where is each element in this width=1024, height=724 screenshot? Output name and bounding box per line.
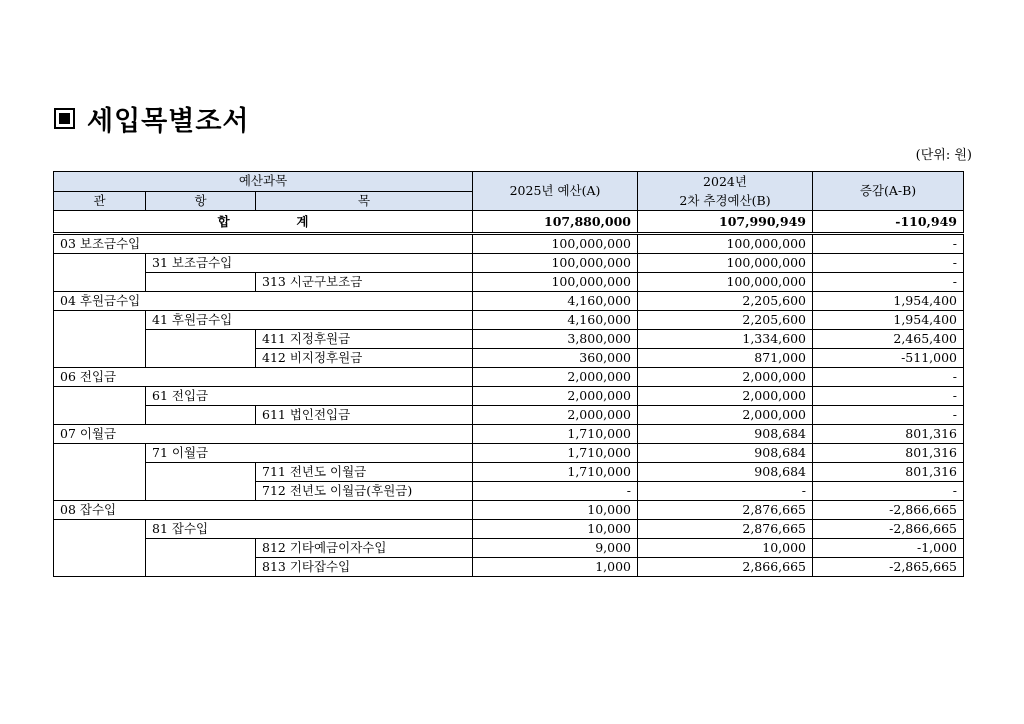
total-label xyxy=(54,211,473,234)
header-row-1 xyxy=(54,172,964,192)
value-diff: - xyxy=(813,406,964,425)
value-b: 908,684 xyxy=(638,463,813,482)
value-a: 1,000 xyxy=(473,558,638,577)
unit-label: (단위: 원) xyxy=(915,148,972,163)
table-row xyxy=(54,349,964,368)
blank-cell xyxy=(54,463,146,482)
blank-cell xyxy=(54,273,146,292)
value-b: 100,000,000 xyxy=(638,273,813,292)
table-row xyxy=(54,292,964,311)
mok-label: 411 지정후원금 xyxy=(256,330,473,349)
blank-cell xyxy=(146,539,256,558)
total-diff: -110,949 xyxy=(813,211,964,234)
value-diff: -2,866,665 xyxy=(813,520,964,539)
value-a: 1,710,000 xyxy=(473,425,638,444)
value-a: 10,000 xyxy=(473,501,638,520)
value-a: 2,000,000 xyxy=(473,406,638,425)
value-b: 2,866,665 xyxy=(638,558,813,577)
value-b: 10,000 xyxy=(638,539,813,558)
value-a: 360,000 xyxy=(473,349,638,368)
value-a: 100,000,000 xyxy=(473,273,638,292)
blank-cell xyxy=(54,406,146,425)
value-a: 4,160,000 xyxy=(473,311,638,330)
value-a: 9,000 xyxy=(473,539,638,558)
blank-cell xyxy=(54,311,146,330)
table-row xyxy=(54,234,964,254)
value-b: 100,000,000 xyxy=(638,234,813,254)
value-b: 908,684 xyxy=(638,444,813,463)
table-row xyxy=(54,273,964,292)
blank-cell xyxy=(54,330,146,349)
value-b: 2,000,000 xyxy=(638,368,813,387)
value-diff: - xyxy=(813,368,964,387)
gwan-label: 07 이월금 xyxy=(54,425,473,444)
value-diff: -2,865,665 xyxy=(813,558,964,577)
value-diff: 801,316 xyxy=(813,463,964,482)
value-a: 3,800,000 xyxy=(473,330,638,349)
value-a: 1,710,000 xyxy=(473,463,638,482)
hang-label: 71 이월금 xyxy=(146,444,473,463)
total-2024: 107,990,949 xyxy=(638,211,813,234)
header-2024-line1: 2024년 xyxy=(703,174,747,189)
total-row xyxy=(54,211,964,234)
value-diff: 801,316 xyxy=(813,425,964,444)
table-row xyxy=(54,254,964,273)
blank-cell xyxy=(54,539,146,558)
blank-cell xyxy=(146,463,256,482)
value-diff: - xyxy=(813,273,964,292)
budget-table xyxy=(53,171,964,577)
header-gwan: 관 xyxy=(54,191,146,211)
value-diff: 1,954,400 xyxy=(813,292,964,311)
hang-label: 31 보조금수입 xyxy=(146,254,473,273)
value-diff: - xyxy=(813,482,964,501)
blank-cell xyxy=(54,444,146,463)
value-diff: - xyxy=(813,234,964,254)
value-b: - xyxy=(638,482,813,501)
header-mok: 목 xyxy=(256,191,473,211)
value-diff: 801,316 xyxy=(813,444,964,463)
table-row xyxy=(54,444,964,463)
blank-cell xyxy=(54,387,146,406)
blank-cell xyxy=(54,349,146,368)
mok-label: 812 기타예금이자수입 xyxy=(256,539,473,558)
table-row xyxy=(54,425,964,444)
total-label-1: 합 xyxy=(217,213,230,229)
value-diff: -511,000 xyxy=(813,349,964,368)
total-2025: 107,880,000 xyxy=(473,211,638,234)
blank-cell xyxy=(54,558,146,577)
value-b: 2,000,000 xyxy=(638,406,813,425)
value-b: 2,205,600 xyxy=(638,311,813,330)
header-2025-budget: 2025년 예산(A) xyxy=(473,172,638,211)
blank-cell xyxy=(146,482,256,501)
hang-label: 61 전입금 xyxy=(146,387,473,406)
value-b: 2,205,600 xyxy=(638,292,813,311)
table-row xyxy=(54,501,964,520)
table-row xyxy=(54,520,964,539)
value-diff: -1,000 xyxy=(813,539,964,558)
table-row xyxy=(54,482,964,501)
mok-label: 611 법인전입금 xyxy=(256,406,473,425)
table-row xyxy=(54,558,964,577)
value-b: 100,000,000 xyxy=(638,254,813,273)
value-b: 2,876,665 xyxy=(638,501,813,520)
gwan-label: 03 보조금수입 xyxy=(54,234,473,254)
table-row xyxy=(54,463,964,482)
value-a: 2,000,000 xyxy=(473,387,638,406)
value-diff: 2,465,400 xyxy=(813,330,964,349)
value-a: 2,000,000 xyxy=(473,368,638,387)
header-2024-budget xyxy=(638,172,813,211)
value-diff: - xyxy=(813,254,964,273)
table-row xyxy=(54,539,964,558)
value-diff: - xyxy=(813,387,964,406)
page-title-text: 세입목별조서 xyxy=(87,105,250,137)
table-row xyxy=(54,406,964,425)
value-diff: -2,866,665 xyxy=(813,501,964,520)
blank-cell xyxy=(146,349,256,368)
mok-label: 712 전년도 이월금(후원금) xyxy=(256,482,473,501)
blank-cell xyxy=(146,273,256,292)
value-a: 10,000 xyxy=(473,520,638,539)
value-a: - xyxy=(473,482,638,501)
table-row xyxy=(54,311,964,330)
table-row xyxy=(54,368,964,387)
blank-cell xyxy=(146,558,256,577)
value-a: 100,000,000 xyxy=(473,234,638,254)
hang-label: 41 후원금수입 xyxy=(146,311,473,330)
value-a: 4,160,000 xyxy=(473,292,638,311)
page-title xyxy=(54,98,250,138)
header-budget-subject: 예산과목 xyxy=(54,172,473,192)
mok-label: 813 기타잡수입 xyxy=(256,558,473,577)
total-label-2: 계 xyxy=(296,213,309,229)
mok-label: 313 시군구보조금 xyxy=(256,273,473,292)
blank-cell xyxy=(146,330,256,349)
table-row xyxy=(54,330,964,349)
gwan-label: 06 전입금 xyxy=(54,368,473,387)
header-difference: 증감(A-B) xyxy=(813,172,964,211)
value-a: 1,710,000 xyxy=(473,444,638,463)
blank-cell xyxy=(54,520,146,539)
header-2024-line2: 2차 추경예산(B) xyxy=(679,193,771,208)
value-b: 1,334,600 xyxy=(638,330,813,349)
square-bullet-icon xyxy=(54,108,75,129)
hang-label: 81 잡수입 xyxy=(146,520,473,539)
value-b: 871,000 xyxy=(638,349,813,368)
gwan-label: 08 잡수입 xyxy=(54,501,473,520)
value-b: 2,876,665 xyxy=(638,520,813,539)
header-hang: 항 xyxy=(146,191,256,211)
blank-cell xyxy=(146,406,256,425)
value-diff: 1,954,400 xyxy=(813,311,964,330)
value-a: 100,000,000 xyxy=(473,254,638,273)
value-b: 2,000,000 xyxy=(638,387,813,406)
gwan-label: 04 후원금수입 xyxy=(54,292,473,311)
mok-label: 412 비지정후원금 xyxy=(256,349,473,368)
mok-label: 711 전년도 이월금 xyxy=(256,463,473,482)
blank-cell xyxy=(54,482,146,501)
table-row xyxy=(54,387,964,406)
value-b: 908,684 xyxy=(638,425,813,444)
blank-cell xyxy=(54,254,146,273)
